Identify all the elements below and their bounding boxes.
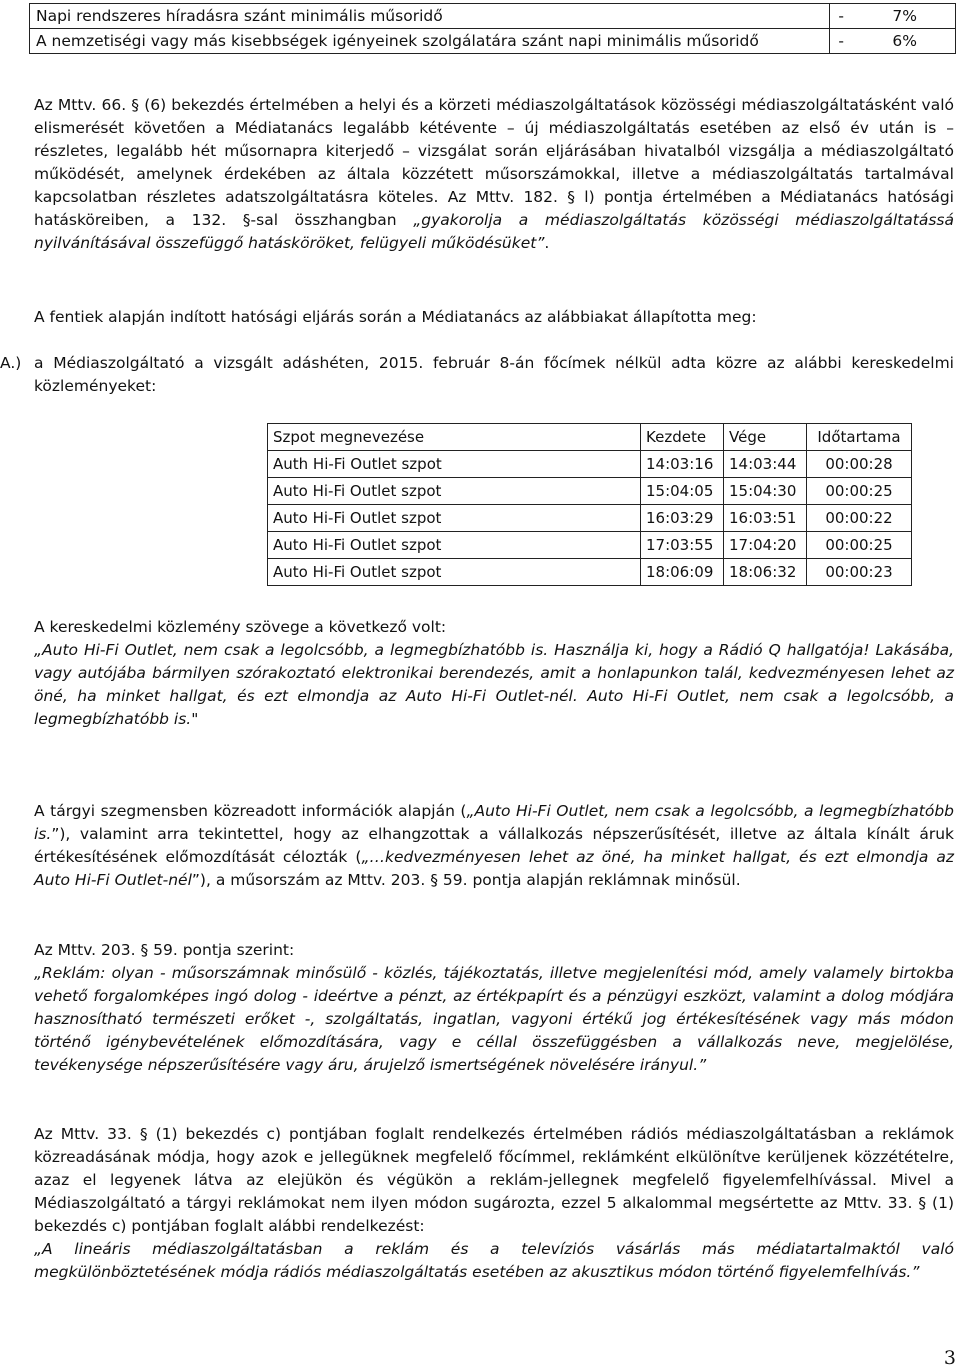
definition-heading: Az Mttv. 203. § 59. pontja szerint: bbox=[34, 941, 295, 959]
page-number: 3 bbox=[943, 1347, 956, 1369]
spot-end: 14:03:44 bbox=[724, 451, 807, 478]
spot-duration: 00:00:25 bbox=[807, 478, 912, 505]
spot-end: 16:03:51 bbox=[724, 505, 807, 532]
paragraph-text: ”), a műsorszám az Mttv. 203. § 59. pontja alapján reklámnak minősül. bbox=[191, 871, 741, 889]
spot-duration: 00:00:22 bbox=[807, 505, 912, 532]
ad-text-quote: „Auto Hi-Fi Outlet, nem csak a legolcsóbb, a legmegbízhatóbb is. Használja ki, hogy a Rádió Q hallgatója! Lakásába, vagy autójába bármilyen szórakoztató elektronikai berendezés, amit a honlapunkon talál, kedvezményesen lehet az öné, ha minket hallgat, és ezt elmondja az Auto Hi-Fi Outlet-nél. Auto Hi-Fi Outlet, nem csak a legolcsóbb, a legmegbízhatóbb is." bbox=[34, 641, 954, 728]
dash: - bbox=[838, 32, 845, 50]
spot-start: 17:03:55 bbox=[641, 532, 724, 559]
spot-start: 16:03:29 bbox=[641, 505, 724, 532]
definition-quote: „Reklám: olyan - műsorszámnak minősülő - közlés, tájékoztatás, illetve megjelenítési mód, amely valamely birtokba vehető forgalomképes ingó dolog - ideértve a pénzt, az értékpapírt és a pénzügyi eszközt, valamint a dolog módjára hasznosítható természeti erőket -, szolgáltatás, ingatlan, vagyoni értékű jog értékesítésének vagy más módon történő igénybevételének előmozdítására, vagy e céllal összefüggésben a vállalkozás neve, megjelölése, tevékenysége népszerűsítésére vagy áru, árujelző ismertségének növelésére irányul.” bbox=[34, 964, 954, 1074]
paragraph-quote: „Auto Hi-Fi Outlet, nem csak a legolcsóbb, a legmegbízhatóbb is. bbox=[34, 802, 955, 843]
spot-duration: 00:00:23 bbox=[807, 559, 912, 586]
spot-end: 18:06:32 bbox=[724, 559, 807, 586]
spot-name: Auto Hi-Fi Outlet szpot bbox=[268, 559, 641, 586]
column-header: Kezdete bbox=[641, 424, 724, 451]
table-row bbox=[268, 451, 912, 478]
dash: - bbox=[838, 7, 845, 25]
paragraph-violation: Az Mttv. 33. § (1) bekezdés c) pontjában foglalt rendelkezés értelmében rádiós médiaszolgáltatásban a reklámok közreadásának módja, hogy azok e jellegüknek megfelelő főcímmel, reklámként elkülönítve kerüljenek közzétételre, azaz el legyenek látva az elejükön és végükön a reklám-jellegnek megfelelő figyelemfelhívással. Mivel a Médiaszolgáltató a tárgyi reklámokat nem ilyen módon sugározta, ezzel 5 alkalommal megsértette az Mttv. 33. § (1) bekezdés c) pontjában foglalt alábbi rendelkezést: bbox=[34, 1125, 954, 1235]
spots-table bbox=[267, 423, 912, 586]
table-row bbox=[268, 478, 912, 505]
table-header-row bbox=[268, 424, 912, 451]
section-a-text: a Médiaszolgáltató a vizsgált adáshéten, 2015. február 8-án főcímek nélkül adta közre az alábbi kereskedelmi közleményeket: bbox=[34, 354, 954, 395]
airtime-description: A nemzetiségi vagy más kisebbségek igényeinek szolgálatára szánt napi minimális műsoridő bbox=[30, 29, 830, 54]
violation-quote: „A lineáris médiaszolgáltatásban a reklám és a televíziós vásárlás más médiatartalmaktól való megkülönböztetésének módja rádiós médiaszolgáltatás esetében az akusztikus módon történő figyelemfelhívás.” bbox=[34, 1240, 954, 1281]
spot-name: Auth Hi-Fi Outlet szpot bbox=[268, 451, 641, 478]
table-row bbox=[268, 532, 912, 559]
spot-name: Auto Hi-Fi Outlet szpot bbox=[268, 505, 641, 532]
paragraph-findings: A fentiek alapján indított hatósági eljárás során a Médiatanács az alábbiakat állapította meg: bbox=[34, 308, 757, 326]
paragraph-text: Az Mttv. 66. § (6) bekezdés értelmében a helyi és a körzeti médiaszolgáltatások közösségi médiaszolgáltatásként való elismerését követően a Médiatanács legalább kétévente – új médiaszolgáltatás esetében az első év után is – részletes, legalább hét műsornapra kiterjedő – vizsgálat során eljárásában hivatalból vizsgálja a médiaszolgáltató működését, amelynek érdekében az általa közzétett műsorszámokkal, illetve a médiaszolgáltatás tartalmával kapcsolatban részletes adatszolgáltatásra köteles. Az Mttv. 182. § l) pontja értelmében a Médiatanács hatósági hatásköreiben, a 132. §-sal összhangban bbox=[34, 96, 954, 229]
paragraph-quote: „gyakorolja a médiaszolgáltatás közösségi médiaszolgáltatássá nyilvánításával összefüggő hatásköröket, felügyeli működésüket” bbox=[34, 211, 954, 252]
paragraph-text: A tárgyi szegmensben közreadott információk alapján ( bbox=[34, 802, 467, 820]
spot-name: Auto Hi-Fi Outlet szpot bbox=[268, 532, 641, 559]
paragraph-end: . bbox=[544, 234, 550, 252]
paragraph-quote: „…kedvezményesen lehet az öné, ha minket hallgat, és ezt elmondja az Auto Hi-Fi Outlet-nél bbox=[34, 848, 954, 889]
paragraph-text: ”), valamint arra tekintettel, hogy az elhangzottak a vállalkozás népszerűsítését, illetve az általa kínált áruk értékesítésének előmozdítását célozták ( bbox=[34, 825, 954, 866]
column-header: Vége bbox=[724, 424, 807, 451]
spot-start: 14:03:16 bbox=[641, 451, 724, 478]
table-row bbox=[268, 505, 912, 532]
spot-name: Auto Hi-Fi Outlet szpot bbox=[268, 478, 641, 505]
column-header: Szpot megnevezése bbox=[268, 424, 641, 451]
airtime-description: Napi rendszeres híradásra szánt minimális műsoridő bbox=[30, 4, 830, 29]
spot-start: 15:04:05 bbox=[641, 478, 724, 505]
spot-end: 15:04:30 bbox=[724, 478, 807, 505]
paragraph-community-media bbox=[34, 94, 954, 255]
table-row bbox=[30, 29, 956, 54]
spot-start: 18:06:09 bbox=[641, 559, 724, 586]
column-header: Időtartama bbox=[807, 424, 912, 451]
percentage-value: 6% bbox=[892, 32, 918, 50]
section-a bbox=[0, 352, 956, 398]
table-row bbox=[30, 4, 956, 29]
ad-text-intro: A kereskedelmi közlemény szövege a következő volt: bbox=[34, 618, 447, 636]
minimum-airtime-table bbox=[29, 3, 956, 54]
percentage-value: 7% bbox=[892, 7, 918, 25]
airtime-percentage bbox=[830, 29, 956, 54]
section-a-label: A.) bbox=[0, 354, 22, 372]
spot-duration: 00:00:25 bbox=[807, 532, 912, 559]
airtime-percentage bbox=[830, 4, 956, 29]
spot-end: 17:04:20 bbox=[724, 532, 807, 559]
table-row bbox=[268, 559, 912, 586]
paragraph-advertisement-assessment bbox=[34, 800, 954, 892]
spot-duration: 00:00:28 bbox=[807, 451, 912, 478]
